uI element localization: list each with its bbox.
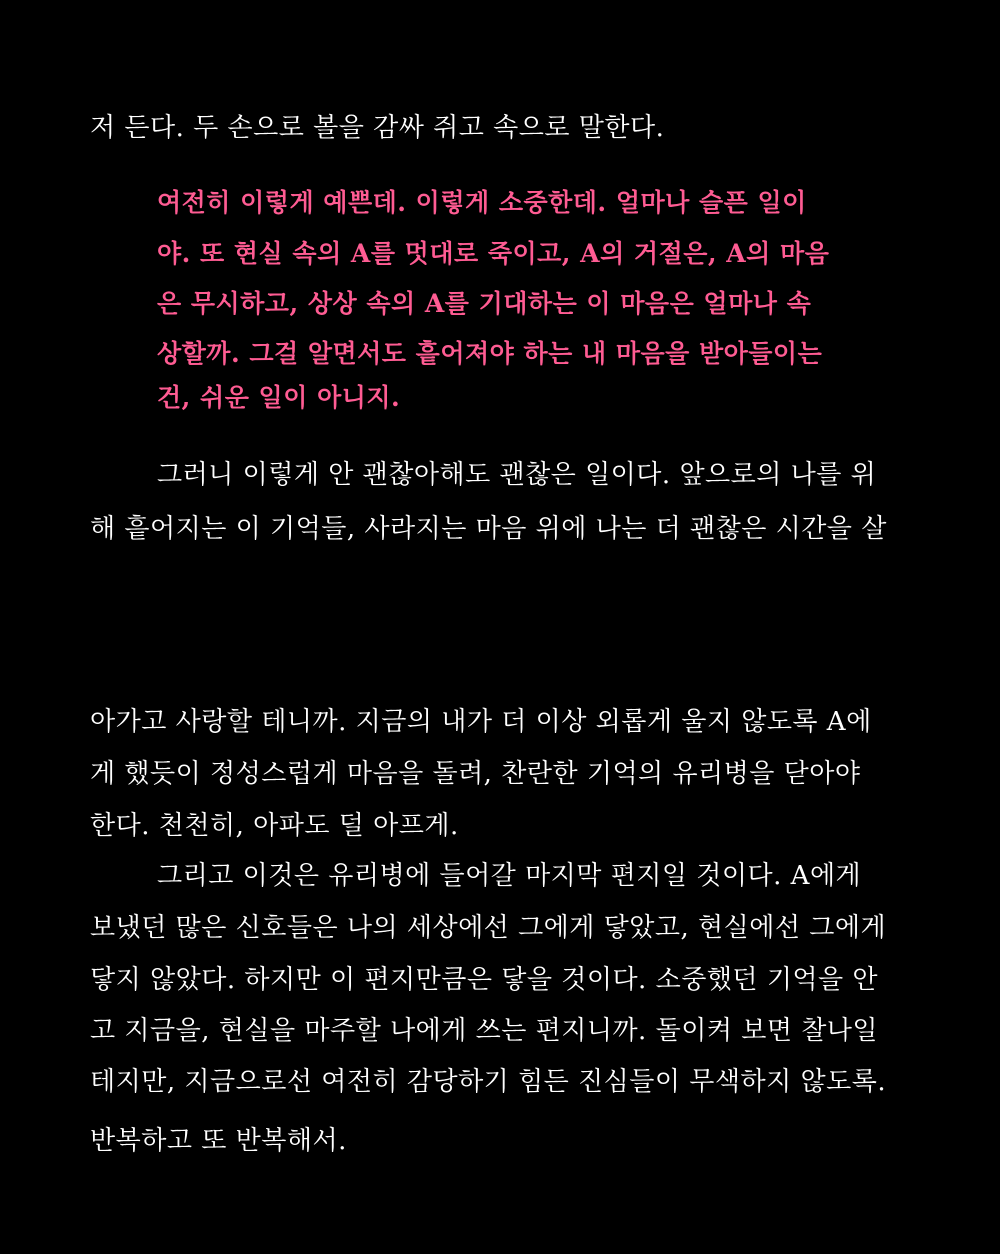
paragraph-line: 한다. 천천히, 아파도 덜 아프게. — [90, 811, 459, 841]
quote-line: 상할까. 그걸 알면서도 흩어져야 하는 내 마음을 받아들이는 — [157, 339, 823, 368]
quote-line: 야. 또 현실 속의 A를 멋대로 죽이고, A의 거절은, A의 마음 — [157, 239, 830, 268]
paragraph-line: 고 지금을, 현실을 마주할 나에게 쓰는 편지니까. 돌이켜 보면 찰나일 — [90, 1016, 879, 1046]
paragraph-line: 해 흩어지는 이 기억들, 사라지는 마음 위에 나는 더 괜찮은 시간을 살 — [90, 514, 887, 544]
paragraph-line: 아가고 사랑할 테니까. 지금의 내가 더 이상 외롭게 울지 않도록 A에 — [90, 707, 872, 737]
quote-line: 여전히 이렇게 예쁜데. 이렇게 소중한데. 얼마나 슬픈 일이 — [157, 188, 807, 217]
paragraph-line: 테지만, 지금으로선 여전히 감당하기 힘든 진심들이 무색하지 않도록. — [90, 1067, 887, 1097]
quote-line: 은 무시하고, 상상 속의 A를 기대하는 이 마음은 얼마나 속 — [157, 289, 812, 318]
paragraph-line: 그러니 이렇게 안 괜찮아해도 괜찮은 일이다. 앞으로의 나를 위 — [157, 460, 877, 490]
paragraph-line: 그리고 이것은 유리병에 들어갈 마지막 편지일 것이다. A에게 — [157, 861, 862, 891]
paragraph-line: 반복하고 또 반복해서. — [90, 1126, 347, 1156]
quote-line: 건, 쉬운 일이 아니지. — [157, 383, 401, 412]
paragraph-line: 저 든다. 두 손으로 볼을 감싸 쥐고 속으로 말한다. — [90, 113, 665, 143]
paragraph-line: 보냈던 많은 신호들은 나의 세상에선 그에게 닿았고, 현실에선 그에게 — [90, 913, 887, 943]
paragraph-line: 게 했듯이 정성스럽게 마음을 돌려, 찬란한 기억의 유리병을 닫아야 — [90, 759, 861, 789]
paragraph-line: 닿지 않았다. 하지만 이 편지만큼은 닿을 것이다. 소중했던 기억을 안 — [90, 965, 879, 995]
